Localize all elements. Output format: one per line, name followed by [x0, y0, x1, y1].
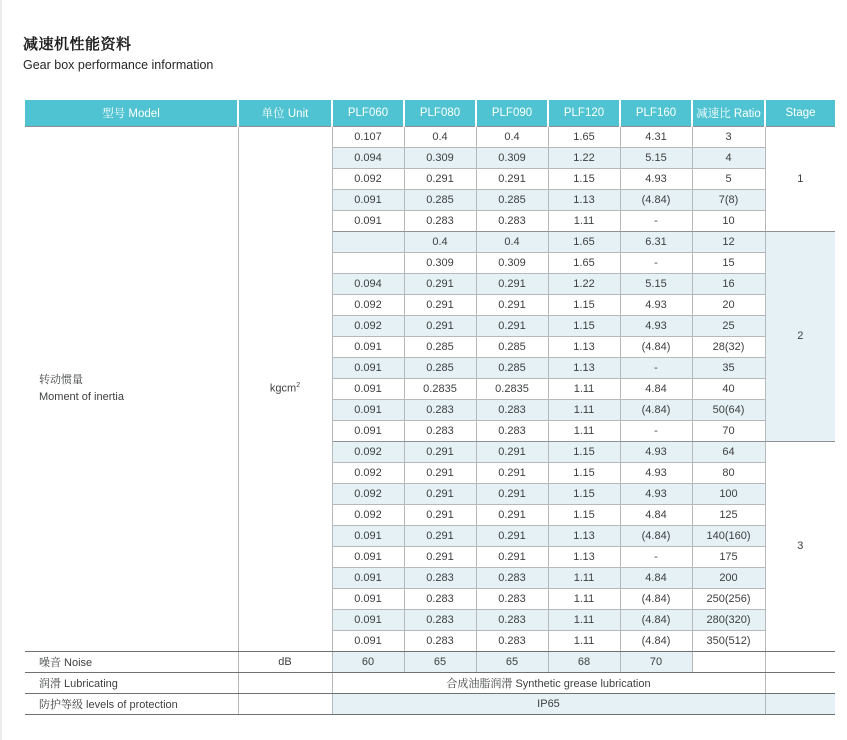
value-cell: 0.283: [476, 609, 548, 630]
noise-ratio-cell: [692, 651, 765, 672]
noise-row: [25, 651, 835, 672]
noise-value: 65: [404, 651, 476, 672]
ratio-cell: 175: [692, 546, 765, 567]
value-cell: 4.93: [620, 294, 692, 315]
header-plf090: PLF090: [476, 100, 548, 126]
value-cell: 0.285: [404, 189, 476, 210]
value-cell: -: [620, 252, 692, 273]
value-cell: 1.11: [548, 630, 620, 651]
unit-kgcm2: [238, 126, 332, 651]
value-cell: 0.283: [476, 567, 548, 588]
value-cell: 0.091: [332, 546, 404, 567]
ratio-cell: 80: [692, 462, 765, 483]
value-cell: 0.291: [404, 462, 476, 483]
value-cell: 0.091: [332, 609, 404, 630]
footer-body: [25, 651, 835, 714]
value-cell: 1.13: [548, 525, 620, 546]
value-cell: 0.091: [332, 525, 404, 546]
value-cell: 0.2835: [476, 378, 548, 399]
value-cell: 0.291: [476, 525, 548, 546]
lubricating-label: 润滑 Lubricating: [25, 672, 238, 693]
ratio-cell: 280(320): [692, 609, 765, 630]
ratio-cell: 350(512): [692, 630, 765, 651]
value-cell: 4.93: [620, 462, 692, 483]
value-cell: 0.291: [404, 504, 476, 525]
value-cell: 0.091: [332, 567, 404, 588]
lubricating-unit: [238, 672, 332, 693]
stage-cell: 2: [765, 231, 835, 441]
value-cell: 0.291: [404, 294, 476, 315]
ratio-cell: 15: [692, 252, 765, 273]
value-cell: 0.291: [404, 441, 476, 462]
value-cell: 4.84: [620, 378, 692, 399]
value-cell: 1.22: [548, 147, 620, 168]
moment-label-en: Moment of inertia: [39, 390, 124, 403]
value-cell: [332, 252, 404, 273]
value-cell: 1.15: [548, 462, 620, 483]
protection-unit: [238, 693, 332, 714]
protection-stage-cell: [765, 693, 835, 714]
ratio-cell: 40: [692, 378, 765, 399]
value-cell: 1.11: [548, 609, 620, 630]
value-cell: 0.291: [476, 315, 548, 336]
protection-row: [25, 693, 835, 714]
value-cell: 4.93: [620, 168, 692, 189]
header-ratio: 减速比 Ratio: [692, 100, 765, 126]
noise-value: 65: [476, 651, 548, 672]
value-cell: 0.091: [332, 189, 404, 210]
value-cell: 0.309: [404, 252, 476, 273]
noise-unit: dB: [238, 651, 332, 672]
value-cell: 0.092: [332, 462, 404, 483]
value-cell: 5.15: [620, 273, 692, 294]
value-cell: 0.091: [332, 336, 404, 357]
value-cell: 0.291: [404, 525, 476, 546]
moment-label-zh: 转动惯量: [39, 374, 83, 386]
value-cell: 0.283: [476, 420, 548, 441]
unit-superscript: 2: [296, 382, 301, 390]
value-cell: 1.65: [548, 231, 620, 252]
ratio-cell: 25: [692, 315, 765, 336]
value-cell: 1.15: [548, 441, 620, 462]
header-unit: 单位 Unit: [238, 100, 332, 126]
table-header: [25, 100, 835, 126]
value-cell: 1.13: [548, 546, 620, 567]
value-cell: (4.84): [620, 630, 692, 651]
ratio-cell: 10: [692, 210, 765, 231]
value-cell: 0.091: [332, 630, 404, 651]
value-cell: 4.84: [620, 504, 692, 525]
noise-label: 噪音 Noise: [25, 651, 238, 672]
value-cell: 5.15: [620, 147, 692, 168]
noise-value: 70: [620, 651, 692, 672]
value-cell: 0.291: [404, 315, 476, 336]
value-cell: 0.291: [404, 483, 476, 504]
value-cell: 0.092: [332, 441, 404, 462]
protection-label: 防护等级 levels of protection: [25, 693, 238, 714]
value-cell: 1.13: [548, 189, 620, 210]
value-cell: (4.84): [620, 189, 692, 210]
value-cell: 0.092: [332, 315, 404, 336]
value-cell: 0.283: [404, 609, 476, 630]
lubricating-value: 合成油脂润滑 Synthetic grease lubrication: [332, 672, 765, 693]
ratio-cell: 200: [692, 567, 765, 588]
noise-stage-cell: [765, 651, 835, 672]
value-cell: 0.309: [476, 147, 548, 168]
value-cell: 0.283: [476, 399, 548, 420]
value-cell: (4.84): [620, 609, 692, 630]
lubricating-stage-cell: [765, 672, 835, 693]
ratio-cell: 35: [692, 357, 765, 378]
unit-text: kgcm: [269, 382, 297, 395]
value-cell: 0.291: [476, 294, 548, 315]
header-plf120: PLF120: [548, 100, 620, 126]
value-cell: 0.283: [476, 210, 548, 231]
ratio-cell: 100: [692, 483, 765, 504]
ratio-cell: 12: [692, 231, 765, 252]
value-cell: 0.291: [476, 504, 548, 525]
page-title-zh: 减速机性能资料: [23, 36, 132, 53]
value-cell: 0.283: [476, 588, 548, 609]
value-cell: (4.84): [620, 399, 692, 420]
value-cell: 0.291: [404, 273, 476, 294]
value-cell: 1.11: [548, 567, 620, 588]
value-cell: 0.092: [332, 483, 404, 504]
value-cell: 1.15: [548, 483, 620, 504]
value-cell: (4.84): [620, 336, 692, 357]
ratio-cell: 16: [692, 273, 765, 294]
value-cell: -: [620, 210, 692, 231]
header-row: [25, 100, 835, 126]
value-cell: 1.15: [548, 168, 620, 189]
value-cell: 0.291: [404, 546, 476, 567]
value-cell: 0.4: [404, 231, 476, 252]
value-cell: -: [620, 357, 692, 378]
ratio-cell: 250(256): [692, 588, 765, 609]
value-cell: 1.11: [548, 420, 620, 441]
moment-of-inertia-label: [25, 126, 238, 651]
header-plf060: PLF060: [332, 100, 404, 126]
value-cell: 0.283: [404, 210, 476, 231]
value-cell: -: [620, 546, 692, 567]
inertia-row: [25, 126, 835, 147]
value-cell: 1.11: [548, 588, 620, 609]
ratio-cell: 20: [692, 294, 765, 315]
value-cell: 0.285: [404, 357, 476, 378]
value-cell: 6.31: [620, 231, 692, 252]
page-title-en: Gear box performance information: [23, 58, 214, 72]
ratio-cell: 28(32): [692, 336, 765, 357]
value-cell: 1.13: [548, 357, 620, 378]
value-cell: 0.283: [404, 630, 476, 651]
ratio-cell: 7(8): [692, 189, 765, 210]
value-cell: 0.094: [332, 273, 404, 294]
value-cell: 0.091: [332, 399, 404, 420]
value-cell: 0.283: [404, 588, 476, 609]
value-cell: 4.93: [620, 483, 692, 504]
ratio-cell: 50(64): [692, 399, 765, 420]
value-cell: 1.13: [548, 336, 620, 357]
value-cell: 0.091: [332, 588, 404, 609]
value-cell: 1.65: [548, 252, 620, 273]
value-cell: 0.092: [332, 294, 404, 315]
value-cell: 0.094: [332, 147, 404, 168]
value-cell: 4.31: [620, 126, 692, 147]
value-cell: -: [620, 420, 692, 441]
value-cell: 0.4: [476, 231, 548, 252]
ratio-cell: 140(160): [692, 525, 765, 546]
value-cell: 1.11: [548, 210, 620, 231]
noise-value: 68: [548, 651, 620, 672]
value-cell: 0.291: [476, 462, 548, 483]
value-cell: 0.285: [476, 189, 548, 210]
value-cell: 4.93: [620, 315, 692, 336]
value-cell: 0.091: [332, 420, 404, 441]
value-cell: 0.283: [404, 420, 476, 441]
performance-table: [25, 100, 835, 715]
value-cell: 1.15: [548, 504, 620, 525]
value-cell: [332, 231, 404, 252]
value-cell: 1.15: [548, 315, 620, 336]
value-cell: 0.091: [332, 210, 404, 231]
value-cell: 0.283: [476, 630, 548, 651]
value-cell: 1.65: [548, 126, 620, 147]
value-cell: 1.11: [548, 399, 620, 420]
value-cell: 0.4: [476, 126, 548, 147]
value-cell: 0.283: [404, 399, 476, 420]
value-cell: 0.2835: [404, 378, 476, 399]
value-cell: 1.22: [548, 273, 620, 294]
value-cell: 0.291: [404, 168, 476, 189]
lubricating-row: [25, 672, 835, 693]
header-stage: Stage: [765, 100, 835, 126]
value-cell: 0.092: [332, 504, 404, 525]
value-cell: 0.091: [332, 357, 404, 378]
ratio-cell: 4: [692, 147, 765, 168]
value-cell: 0.283: [404, 567, 476, 588]
ratio-cell: 125: [692, 504, 765, 525]
value-cell: 0.092: [332, 168, 404, 189]
value-cell: 1.15: [548, 294, 620, 315]
stage-cell: 1: [765, 126, 835, 231]
noise-value: 60: [332, 651, 404, 672]
value-cell: 4.84: [620, 567, 692, 588]
value-cell: 0.291: [476, 273, 548, 294]
header-model: 型号 Model: [25, 100, 238, 126]
value-cell: 0.291: [476, 168, 548, 189]
stage-cell: 3: [765, 441, 835, 651]
value-cell: 0.309: [404, 147, 476, 168]
ratio-cell: 64: [692, 441, 765, 462]
value-cell: 0.091: [332, 378, 404, 399]
value-cell: 1.11: [548, 378, 620, 399]
header-plf080: PLF080: [404, 100, 476, 126]
inertia-body: [25, 126, 835, 651]
page-header: [2, 0, 847, 73]
header-plf160: PLF160: [620, 100, 692, 126]
value-cell: 0.291: [476, 483, 548, 504]
value-cell: 0.285: [404, 336, 476, 357]
ratio-cell: 3: [692, 126, 765, 147]
value-cell: 0.4: [404, 126, 476, 147]
value-cell: (4.84): [620, 588, 692, 609]
ratio-cell: 5: [692, 168, 765, 189]
value-cell: 0.291: [476, 546, 548, 567]
ratio-cell: 70: [692, 420, 765, 441]
value-cell: 4.93: [620, 441, 692, 462]
protection-value: IP65: [332, 693, 765, 714]
value-cell: 0.291: [476, 441, 548, 462]
value-cell: 0.107: [332, 126, 404, 147]
value-cell: 0.309: [476, 252, 548, 273]
value-cell: 0.285: [476, 357, 548, 378]
value-cell: 0.285: [476, 336, 548, 357]
value-cell: (4.84): [620, 525, 692, 546]
